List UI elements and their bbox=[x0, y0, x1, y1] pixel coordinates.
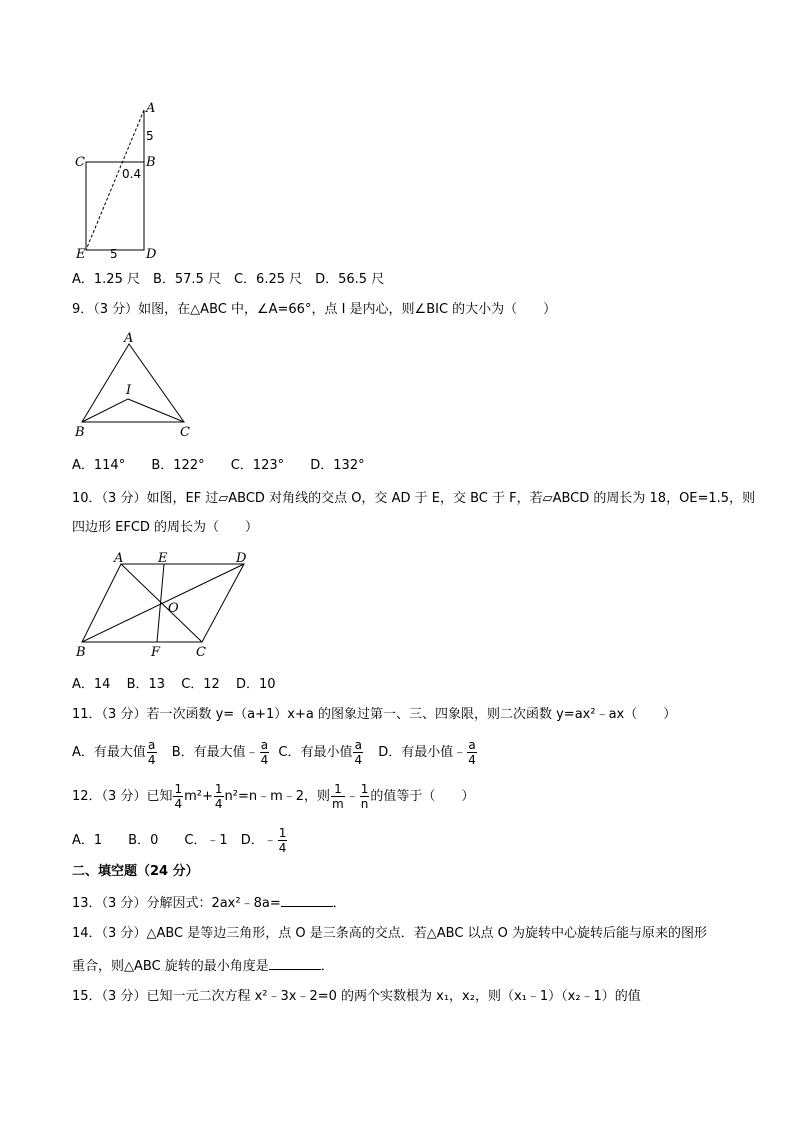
fig9-triangle bbox=[82, 344, 184, 422]
q11-option-c: C．有最小值 bbox=[278, 745, 353, 760]
q10-options bbox=[72, 677, 288, 693]
fig10-label-c: C bbox=[196, 645, 206, 660]
q12-m-squared: m²+ bbox=[184, 789, 213, 804]
q12-minus: ﹣ bbox=[345, 789, 359, 804]
q9-figure bbox=[72, 332, 202, 442]
q11-option-d-fraction: $\frac{a}{4}$ bbox=[468, 738, 476, 767]
q12-frac-quarter-n: $\frac{1}{4}$ bbox=[214, 782, 223, 811]
q8-figure bbox=[72, 96, 162, 264]
fig8-label-len-ed: 5 bbox=[110, 247, 118, 261]
q9-options bbox=[72, 458, 387, 474]
fig8-label-e: E bbox=[76, 247, 86, 262]
fig10-label-e: E bbox=[158, 551, 168, 566]
q12-frac-one-over-m: $\frac{1}{m}$ bbox=[332, 782, 344, 811]
q13-answer-blank[interactable] bbox=[281, 894, 333, 907]
q9-option-c: C．123° bbox=[230, 458, 285, 473]
q9-option-d: D．132° bbox=[310, 458, 365, 473]
fig9-label-i: I bbox=[126, 383, 132, 398]
q11-option-b: B．有最大值﹣ bbox=[171, 745, 259, 760]
q9-option-b: B．122° bbox=[151, 458, 205, 473]
q10-stem-line1: 10．（3 分）如图，EF 过▱ABCD 对角线的交点 O，交 AD 于 E，交 BC 于 F，若▱ABCD 的周长为 18，OE=1.5，则 bbox=[72, 491, 756, 506]
q11-stem: 11．（3 分）若一次函数 y=（a+1）x+a 的图象过第一、三、四象限，则二次函数 y=ax²﹣ax（ ） bbox=[72, 707, 677, 722]
q14-answer-blank[interactable] bbox=[269, 957, 321, 970]
fig8-label-len-ab: 5 bbox=[146, 129, 154, 143]
fig9-label-a: A bbox=[124, 332, 134, 346]
q12-options bbox=[72, 826, 288, 855]
q13-text: 13．（3 分）分解因式：2ax²﹣8a= bbox=[72, 896, 281, 911]
fig8-label-b: B bbox=[146, 155, 156, 170]
fig10-label-b: B bbox=[76, 645, 86, 660]
q12-stem bbox=[72, 782, 474, 811]
q13-end: ． bbox=[332, 896, 346, 911]
q13 bbox=[72, 894, 346, 912]
fig9-label-c: C bbox=[180, 425, 190, 440]
fig8-label-d: D bbox=[146, 247, 157, 262]
q12-prefix: 12．（3 分）已知 bbox=[72, 789, 173, 804]
fig10-diagonal-ac bbox=[121, 564, 202, 642]
q12-options-text: A．1 B．0 C．﹣1 D．﹣ bbox=[72, 833, 277, 848]
q11-option-c-fraction: $\frac{a}{4}$ bbox=[354, 738, 363, 767]
q12-frac-quarter-m: $\frac{1}{4}$ bbox=[174, 782, 183, 811]
q14-end: ． bbox=[320, 959, 334, 974]
q11-option-a-fraction: $\frac{a}{4}$ bbox=[147, 738, 156, 767]
q14-line2-text: 重合，则△ABC 旋转的最小角度是 bbox=[72, 959, 269, 974]
q9-option-a: A．114° bbox=[72, 458, 126, 473]
q14-line1: 14．（3 分）△ABC 是等边三角形，点 O 是三条高的交点．若△ABC 以点 O 为旋转中心旋转后能与原来的图形 bbox=[72, 926, 708, 941]
q14-line2 bbox=[72, 957, 334, 975]
q8-options: A．1.25 尺 B．57.5 尺 C．6.25 尺 D．56.5 尺 bbox=[72, 272, 385, 287]
q10-option-b: B．13 bbox=[126, 677, 166, 692]
q10-stem-line2: 四边形 EFCD 的周长为（ ） bbox=[72, 520, 259, 535]
fig10-label-d: D bbox=[236, 551, 247, 566]
fig10-label-a: A bbox=[114, 551, 124, 566]
q11-options bbox=[72, 738, 478, 767]
fig10-label-o: O bbox=[168, 601, 179, 616]
fig8-label-len-bc: 0.4 bbox=[122, 167, 142, 181]
q11-option-a: A．有最大值 bbox=[72, 745, 146, 760]
q10-option-a: A．14 bbox=[72, 677, 111, 692]
q11-option-b-fraction: $\frac{a}{4}$ bbox=[260, 738, 269, 767]
q12-suffix: 的值等于（ ） bbox=[370, 789, 475, 804]
q12-n-squared: n²=n﹣m﹣2，则 bbox=[224, 789, 331, 804]
fig8-label-a: A bbox=[146, 101, 156, 116]
fig10-label-f: F bbox=[151, 645, 161, 660]
section-fill-in-blank-title: 二、填空题（24 分） bbox=[72, 864, 199, 879]
q9-stem: 9．（3 分）如图，在△ABC 中，∠A=66°，点 I 是内心，则∠BIC 的大小为（ ） bbox=[72, 302, 557, 317]
q10-option-c: C．12 bbox=[181, 677, 220, 692]
q11-option-d: D．有最小值﹣ bbox=[378, 745, 467, 760]
fig9-label-b: B bbox=[75, 425, 85, 440]
q10-option-d: D．10 bbox=[235, 677, 276, 692]
q10-figure bbox=[72, 550, 252, 662]
fig8-label-c: C bbox=[75, 155, 85, 170]
q15: 15．（3 分）已知一元二次方程 x²﹣3x﹣2=0 的两个实数根为 x₁，x₂，则（x₁﹣1）（x₂﹣1）的值 bbox=[72, 989, 641, 1004]
q12-frac-one-over-n: $\frac{1}{n}$ bbox=[360, 782, 369, 811]
q12-option-d-fraction: $\frac{1}{4}$ bbox=[278, 826, 287, 855]
